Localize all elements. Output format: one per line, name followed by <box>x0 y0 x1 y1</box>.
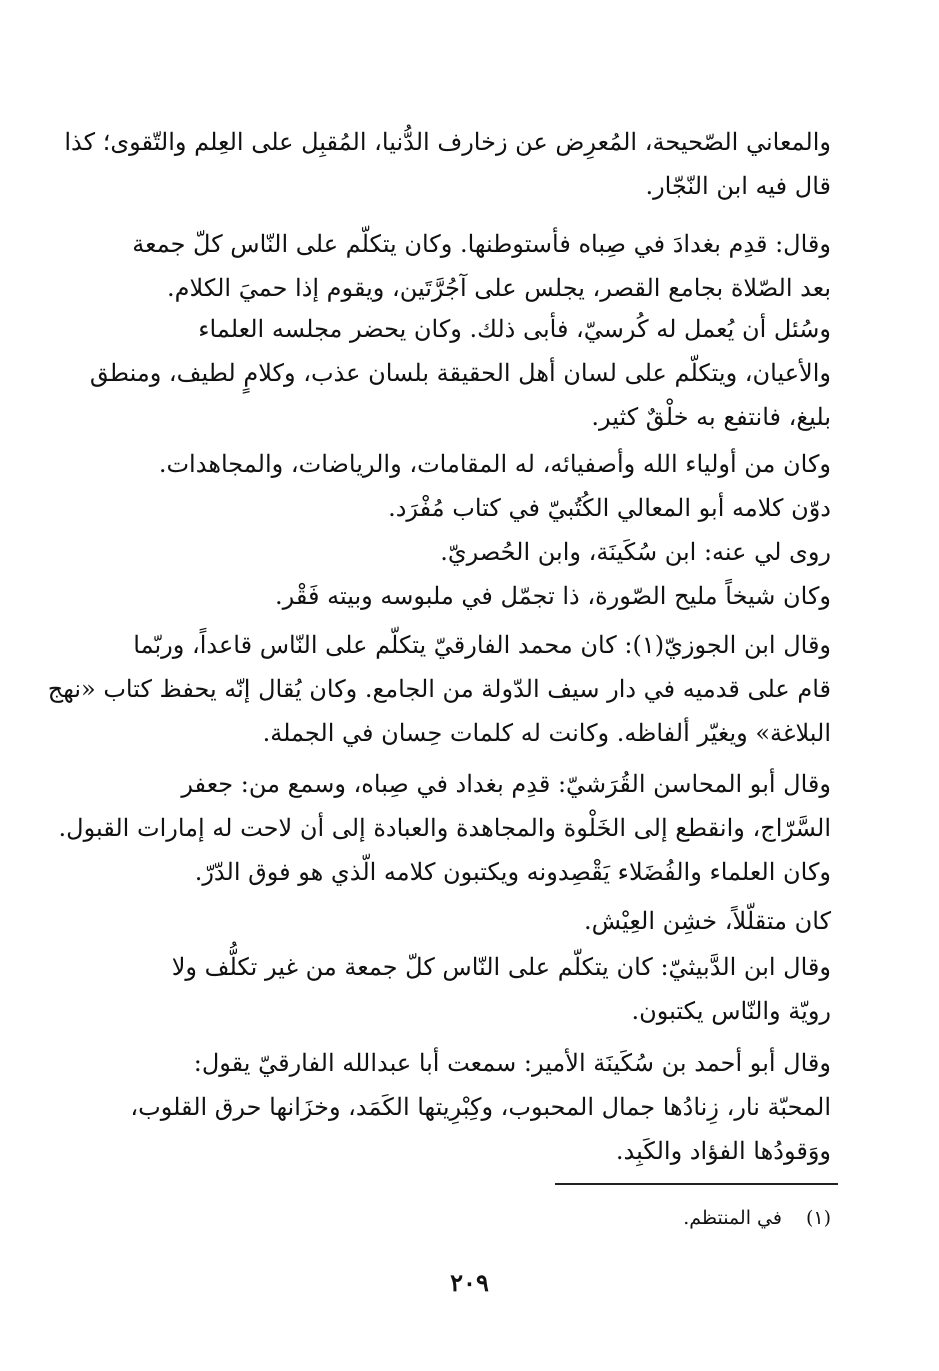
text-line: كان متقلّلاً، خشِن العِيْش. <box>583 907 831 935</box>
footnote-text: في المنتظم. <box>683 1207 782 1229</box>
page-number: ٢٠٩ <box>450 1268 489 1297</box>
footnote-number: (١) <box>805 1207 831 1229</box>
text-line: وقال أبو أحمد بن سُكَينَة الأمير: سمعت أبا عبدالله الفارقيّ يقول: <box>193 1049 831 1077</box>
text-line: وقال ابن الدَّبيثيّ: كان يتكلّم على النّاس كلّ جمعة من غير تكلُّف ولا <box>171 953 831 981</box>
text-line: وقال: قدِم بغدادَ في صِباه فأستوطنها. وكان يتكلّم على النّاس كلّ جمعة <box>132 230 831 258</box>
paragraph <box>64 120 831 208</box>
text-line: وكان من أولياء الله وأصفيائه، له المقامات، والرياضات، والمجاهدات. <box>158 450 831 478</box>
text-line: والأعيان، ويتكلّم على لسان أهل الحقيقة بلسان عذب، وكلامٍ لطيف، ومنطق <box>89 359 831 387</box>
paragraph <box>107 945 831 1033</box>
footnote <box>683 1203 831 1233</box>
text-line: وقال أبو المحاسن القُرَشيّ: قدِم بغداد في صِباه، وسمع من: جعفر <box>181 770 831 798</box>
text-line: وكان شيخاً مليح الصّورة، ذا تجمّل في ملبوسه وبيته فَقْر. <box>275 582 831 610</box>
text-line: المحبّة نار، زِنادُها جمال المحبوب، وكِبْرِيتها الكَمَد، وخزَانها حرق القلوب، <box>130 1093 831 1121</box>
text-line: قال فيه ابن النّجّار. <box>645 172 831 200</box>
text-line: دوّن كلامه أبو المعالي الكُتُبيّ في كتاب مُفْرَد. <box>388 494 831 522</box>
text-line: البلاغة» ويغيّر ألفاظه. وكانت له كلمات حِسان في الجملة. <box>262 719 831 747</box>
paragraph <box>58 762 831 894</box>
text-line: وقال ابن الجوزيّ(١): كان محمد الفارقيّ يتكلّم على النّاس قاعداً، وربّما <box>133 631 831 659</box>
text-line: وكان العلماء والفُضَلاء يَقْصِدونه ويكتبون كلامه الّذي هو فوق الدّرّ. <box>194 858 831 886</box>
paragraph <box>89 307 831 439</box>
paragraph <box>107 1041 831 1173</box>
paragraph <box>107 899 831 943</box>
paragraph <box>107 442 831 618</box>
paragraph <box>47 623 831 755</box>
text-line: روى لي عنه: ابن سُكَينَة، وابن الحُصريّ. <box>440 538 831 566</box>
text-line: السَّرّاج، وانقطع إلى الخَلْوة والمجاهدة والعبادة إلى أن لاحت له إمارات القبول. <box>58 814 831 842</box>
text-line: قام على قدميه في دار سيف الدّولة من الجامع. وكان يُقال إنّه يحفظ كتاب «نهج <box>47 675 831 703</box>
text-line: ووَقودُها الفؤاد والكَبِد. <box>615 1137 831 1165</box>
footnote-divider <box>555 1183 838 1185</box>
text-line: والمعاني الصّحيحة، المُعرِض عن زخارف الدُّنيا، المُقبِل على العِلم والتّقوى؛ كذا <box>64 128 831 156</box>
text-line: وسُئل أن يُعمل له كُرسيّ، فأبى ذلك. وكان يحضر مجلسه العلماء <box>198 315 831 343</box>
text-line: بليغ، فانتفع به خلْقٌ كثير. <box>591 403 831 431</box>
text-line: بعد الصّلاة بجامع القصر، يجلس على آجُرَّتَين، ويقوم إذا حميَ الكلام. <box>167 274 831 302</box>
text-line: رويّة والنّاس يكتبون. <box>631 997 831 1025</box>
paragraph <box>107 222 831 310</box>
